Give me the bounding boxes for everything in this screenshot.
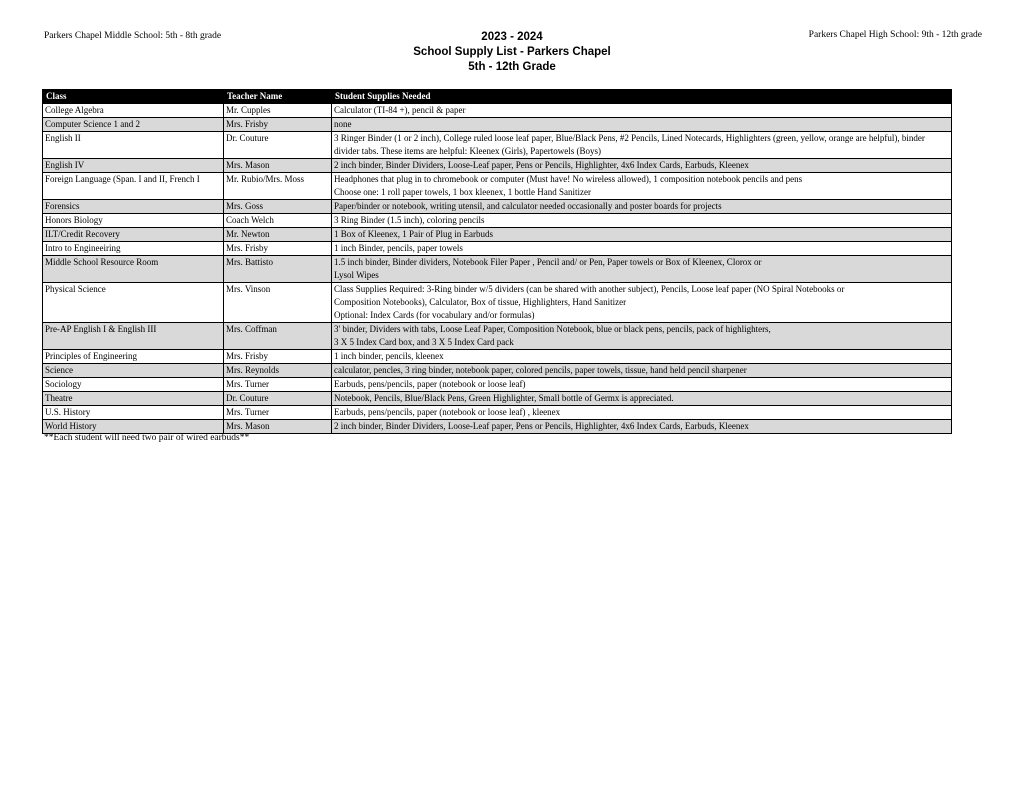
class-cell: Computer Science 1 and 2 xyxy=(43,118,224,132)
class-cell: Principles of Engineering xyxy=(43,350,224,364)
table-row xyxy=(43,104,952,118)
class-cell: U.S. History xyxy=(43,406,224,420)
table-row xyxy=(43,118,952,132)
supplies-cell: none xyxy=(332,118,952,132)
teacher-cell: Mrs. Frisby xyxy=(224,242,332,256)
table-row xyxy=(43,283,952,323)
supplies-cell: Earbuds, pens/pencils, paper (notebook or loose leaf) xyxy=(332,378,952,392)
supplies-cell: Class Supplies Required: 3-Ring binder w/5 dividers (can be shared with another subject), Pencils, Loose leaf paper (NO Spiral Notebooks or Composition Notebooks), Calculator, Box of tissue, Highlighters, Hand Sanitizer Optional: Index Cards (for vocabulary and/or formulas) xyxy=(332,283,952,323)
table-row xyxy=(43,364,952,378)
supplies-cell: Earbuds, pens/pencils, paper (notebook or loose leaf) , kleenex xyxy=(332,406,952,420)
class-cell: English II xyxy=(43,132,224,159)
supplies-cell: 3 Ring Binder (1.5 inch), coloring pencils xyxy=(332,214,952,228)
class-cell: Middle School Resource Room xyxy=(43,256,224,283)
class-cell: College Algebra xyxy=(43,104,224,118)
teacher-cell: Mrs. Coffman xyxy=(224,323,332,350)
middle-school-grade-range: Parkers Chapel Middle School: 5th - 8th grade xyxy=(44,31,222,41)
class-cell: Theatre xyxy=(43,392,224,406)
table-row xyxy=(43,378,952,392)
table-row xyxy=(43,420,952,434)
supplies-cell: Paper/binder or notebook, writing utensil, and calculator needed occasionally and poster boards for projects xyxy=(332,200,952,214)
supplies-cell: 1 inch Binder, pencils, paper towels xyxy=(332,242,952,256)
table-row xyxy=(43,242,952,256)
table-row xyxy=(43,392,952,406)
teacher-cell: Mrs. Frisby xyxy=(224,118,332,132)
teacher-cell: Mr. Cupples xyxy=(224,104,332,118)
supply-list-table xyxy=(42,89,952,434)
table-row xyxy=(43,132,952,159)
teacher-cell: Mrs. Turner xyxy=(224,406,332,420)
table-row xyxy=(43,214,952,228)
supplies-cell: 3 Ringer Binder (1 or 2 inch), College ruled loose leaf paper, Blue/Black Pens, #2 Pencils, Lined Notecards, Highlighters (green, yellow, orange are helpful), binder divider tabs. These items are helpful: Kleenex (Girls), Papertowels (Boys) xyxy=(332,132,952,159)
table-header xyxy=(43,90,952,104)
class-cell: Forensics xyxy=(43,200,224,214)
teacher-cell: Mrs. Turner xyxy=(224,378,332,392)
supplies-cell: 2 inch binder, Binder Dividers, Loose-Leaf paper, Pens or Pencils, Highlighter, 4x6 Index Cards, Earbuds, Kleenex xyxy=(332,420,952,434)
header-row xyxy=(43,90,952,104)
supplies-cell: 3' binder, Dividers with tabs, Loose Leaf Paper, Composition Notebook, blue or black pens, pencils, pack of highlighters, 3 X 5 Index Card box, and 3 X 5 Index Card pack xyxy=(332,323,952,350)
teacher-cell: Mr. Rubio/Mrs. Moss xyxy=(224,173,332,200)
earbuds-footnote: **Each student will need two pair of wired earbuds** xyxy=(44,433,250,443)
class-cell: English IV xyxy=(43,159,224,173)
title-supply-list: School Supply List - Parkers Chapel xyxy=(413,46,611,58)
table-row xyxy=(43,228,952,242)
supplies-cell: 1 Box of Kleenex, 1 Pair of Plug in Earbuds xyxy=(332,228,952,242)
supplies-cell: calculator, pencles, 3 ring binder, notebook paper, colored pencils, paper towels, tissue, hand held pencil sharpener xyxy=(332,364,952,378)
class-cell: World History xyxy=(43,420,224,434)
teacher-cell: Dr. Couture xyxy=(224,392,332,406)
teacher-cell: Mrs. Mason xyxy=(224,420,332,434)
table-row xyxy=(43,323,952,350)
teacher-cell: Mrs. Vinson xyxy=(224,283,332,323)
column-header-class: Class xyxy=(43,90,224,104)
class-cell: ILT/Credit Recovery xyxy=(43,228,224,242)
table-row xyxy=(43,200,952,214)
teacher-cell: Mrs. Battisto xyxy=(224,256,332,283)
supplies-cell: Calculator (TI-84 +), pencil & paper xyxy=(332,104,952,118)
class-cell: Honors Biology xyxy=(43,214,224,228)
column-header-teacher: Teacher Name xyxy=(224,90,332,104)
teacher-cell: Mrs. Mason xyxy=(224,159,332,173)
column-header-supplies: Student Supplies Needed xyxy=(332,90,952,104)
table-body xyxy=(43,104,952,434)
class-cell: Sociology xyxy=(43,378,224,392)
class-cell: Physical Science xyxy=(43,283,224,323)
table-row xyxy=(43,173,952,200)
supplies-cell: 1.5 inch binder, Binder dividers, Notebook Filer Paper , Pencil and/ or Pen, Paper towels or Box of Kleenex, Clorox or Lysol Wipes xyxy=(332,256,952,283)
supplies-cell: Headphones that plug in to chromebook or computer (Must have! No wireless allowed), 1 composition notebook pencils and pens Choose one: 1 roll paper towels, 1 box kleenex, 1 bottle Hand Sanitizer xyxy=(332,173,952,200)
teacher-cell: Mrs. Reynolds xyxy=(224,364,332,378)
teacher-cell: Mrs. Goss xyxy=(224,200,332,214)
table-row xyxy=(43,406,952,420)
table-row xyxy=(43,350,952,364)
class-cell: Foreign Language (Span. I and II, French I xyxy=(43,173,224,200)
high-school-grade-range: Parkers Chapel High School: 9th - 12th grade xyxy=(808,30,982,40)
class-cell: Intro to Engineeiring xyxy=(43,242,224,256)
teacher-cell: Coach Welch xyxy=(224,214,332,228)
document-title xyxy=(312,30,712,75)
teacher-cell: Dr. Couture xyxy=(224,132,332,159)
table-row xyxy=(43,159,952,173)
class-cell: Pre-AP English I & English III xyxy=(43,323,224,350)
supplies-cell: 1 inch binder, pencils, kleenex xyxy=(332,350,952,364)
table-row xyxy=(43,256,952,283)
teacher-cell: Mr. Newton xyxy=(224,228,332,242)
title-grade-range: 5th - 12th Grade xyxy=(468,61,556,73)
title-school-year: 2023 - 2024 xyxy=(481,31,543,43)
class-cell: Science xyxy=(43,364,224,378)
supplies-cell: 2 inch binder, Binder Dividers, Loose-Leaf paper, Pens or Pencils, Highlighter, 4x6 Index Cards, Earbuds, Kleenex xyxy=(332,159,952,173)
supplies-cell: Notebook, Pencils, Blue/Black Pens, Green Highlighter, Small bottle of Germx is appreciated. xyxy=(332,392,952,406)
teacher-cell: Mrs. Frisby xyxy=(224,350,332,364)
